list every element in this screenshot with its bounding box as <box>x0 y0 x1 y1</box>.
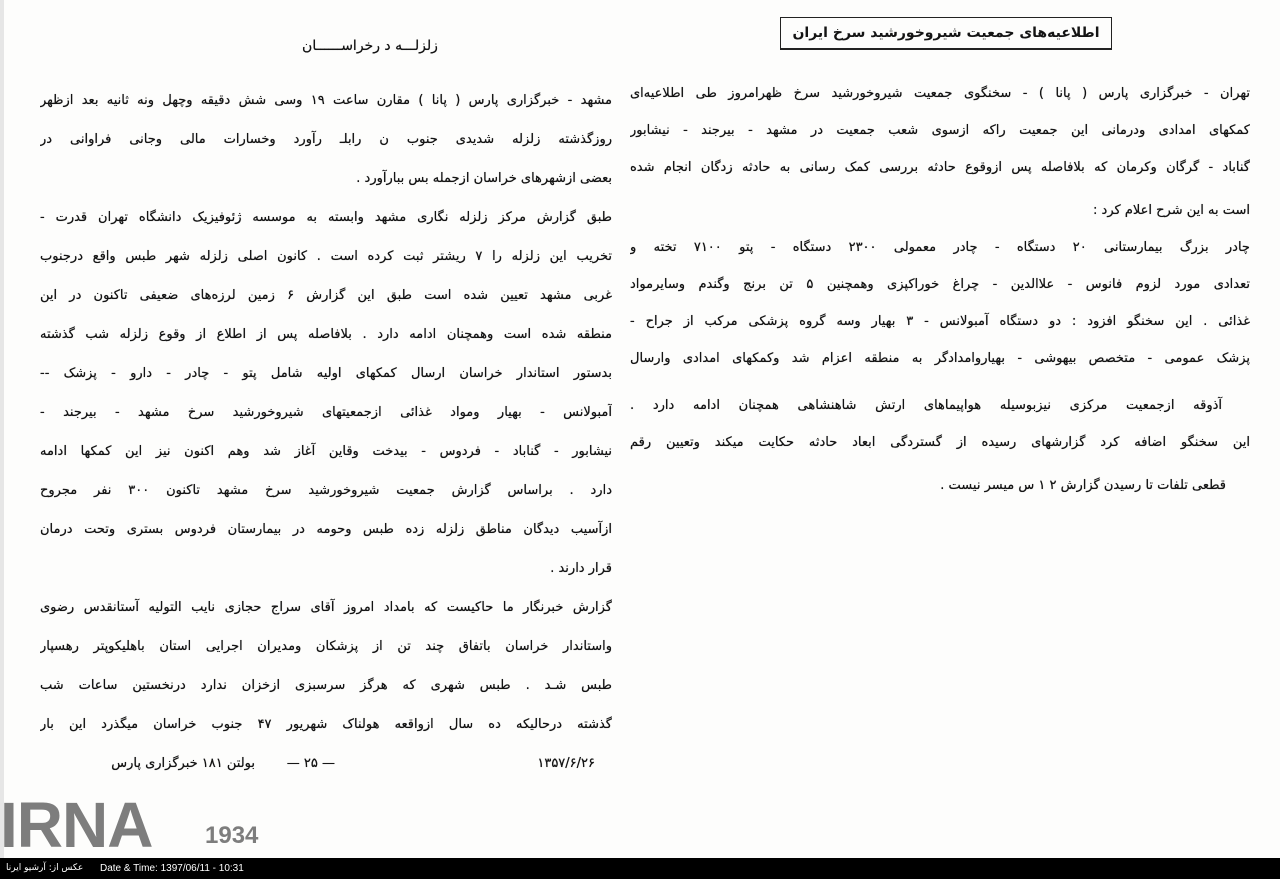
text-line: گناباد - گرگان وکرمان که بلافاصله پس ازوقوع حادثه بررسی کمک رسانی به حادثه زدگان انجام شده <box>630 160 1250 175</box>
text-line: تهران - خبرگزاری پارس ( پانا ) - سخنگوی جمعیت شیروخورشید سرخ ظهرامروز طی اطلاعیه‌ای <box>630 86 1250 101</box>
text-line: مشهد - خبرگزاری پارس ( پانا ) مقارن ساعت ۱۹ وسی شش دقیقه وچهل ونه ثانیه بعد ازظهر <box>40 93 612 108</box>
text-line: بعضی ازشهرهای خراسان ازجمله بس ببارآورد . <box>356 171 612 186</box>
date-time-stamp: Date & Time: 1397/06/11 - 10:31 <box>100 863 244 874</box>
text-line: بدستور استاندار خراسان ارسال کمکهای اولیه شامل پتو - چادر - دارو - پزشک -- <box>40 366 612 381</box>
irna-logo-watermark: IRNA <box>0 789 153 858</box>
text-line: تخریب این زلزله را ۷ ریشتر ثبت کرده است . کانون اصلی زلزله شهر طبس واقع درجنوب <box>40 249 612 264</box>
text-line: تعدادی مورد لزوم فانوس - علاالدین - چراغ خوراکپزی وهمچنین ۵ تن برنج وگندم وسایرمواد <box>630 277 1250 292</box>
text-line: چادر بزرگ بیمارستانی ۲۰ دستگاه - چادر معمولی ۲۳۰۰ دستگاه - پتو ۷۱۰۰ تخته و <box>630 240 1250 255</box>
text-line: آمبولانس - بهیار ومواد غذائی ازجمعیتهای شیروخورشید سرخ مشهد - بیرجند - <box>40 405 612 420</box>
text-line: گزارش خبرنگار ما حاکیست که بامداد امروز آقای سراج حجازی نایب التولیه آستانقدس رضوی <box>40 600 612 615</box>
text-line: این سخنگو اضافه کرد گزارشهای رسیده از گستردگی ابعاد حادثه حکایت میکند وتعیین رقم <box>630 435 1250 450</box>
text-line: غربی مشهد تعیین شده است طبق این گزارش ۶ زمین لرزه‌های ضعیفی تاکنون در این <box>40 288 612 303</box>
text-line: واستاندار خراسان باتفاق چند تن از پزشکان ومدیران اجرایی استان باهلیکوپتر رهسپار <box>40 639 612 654</box>
caption-bar <box>0 858 1280 879</box>
text-line: قطعی تلفات تا رسیدن گزارش ۲ ۱ س میسر نیست . <box>940 478 1226 493</box>
text-line: دارد . براساس گزارش جمعیت شیروخورشید سرخ مشهد تاکنون ۳۰۰ نفر مجروح <box>40 483 612 498</box>
text-line: پزشک عمومی - متخصص بیهوشی - بهیاروامدادگر به منطقه اعزام شد وکمکهای امدادی وارسال <box>630 351 1250 366</box>
earthquake-report-column <box>40 81 612 783</box>
text-line: طبس شـد . طبس شهری که هرگز سرسبزی ازخزان ندارد درنخستین ساعات شب <box>40 678 612 693</box>
bulletin-date: ۱۳۵۷/۶/۲۶ <box>537 756 595 771</box>
text-line: گذشته درحالیکه ده سال ازواقعه هولناک شهریور ۴۷ جنوب خراسان میگذرد این بار <box>40 717 612 732</box>
bulletin-footer <box>40 744 612 783</box>
page-number: — ۲۵ — <box>286 756 335 771</box>
earthquake-heading: زلزلـــه د رخراســــــان <box>302 38 438 54</box>
bulletin-number: بولتن ۱۸۱ خبرگزاری پارس <box>111 756 255 771</box>
text-line: روزگذشته زلزله شدیدی جنوب ن رابلـ رآورد وخسارات مالی وجانی فراوانی در <box>40 132 612 147</box>
text-line: کمکهای امدادی ودرمانی این جمعیت راکه ازسوی شعب جمعیت در مشهد - بیرجند - نیشابور <box>630 123 1250 138</box>
photo-credit: عکس از: آرشیو ایرنا <box>6 863 84 873</box>
text-line: نیشابور - گناباد - فردوس - بیدخت وقاین آغاز شد وهم اکنون نیز این کمکها ادامه <box>40 444 612 459</box>
text-line: منطقه شده است وهمچنان ادامه دارد . بلافاصله پس از اطلاع از وقوع زلزله شب گذشته <box>40 327 612 342</box>
text-line: آذوقه ازجمعیت مرکزی نیزبوسیله هواپیماهای ارتش شاهنشاهی همچنان ادامه دارد . <box>630 398 1222 413</box>
irna-logo-year: 1934 <box>205 822 259 849</box>
scan-edge <box>0 0 4 858</box>
announcements-heading: اطلاعیه‌های جمعیت شیروخورشید سرخ ایران <box>780 17 1112 50</box>
announcements-column <box>630 75 1250 504</box>
text-line: ازآسیب دیدگان مناطق زلزله زده طبس وحومه در بیمارستان فردوس بستری وتحت درمان <box>40 522 612 537</box>
text-line: طبق گزارش مرکز زلزله نگاری مشهد وابسته به موسسه ژئوفیزیک دانشگاه تهران قدرت - <box>40 210 612 225</box>
text-line: قرار دارند . <box>550 561 612 576</box>
text-line: است به این شرح اعلام کرد : <box>1093 203 1250 218</box>
text-line: غذائی . این سخنگو افزود : دو دستگاه آمبولانس - ۳ بهیار وسه گروه پزشکی مرکب از جراح - <box>630 314 1250 329</box>
